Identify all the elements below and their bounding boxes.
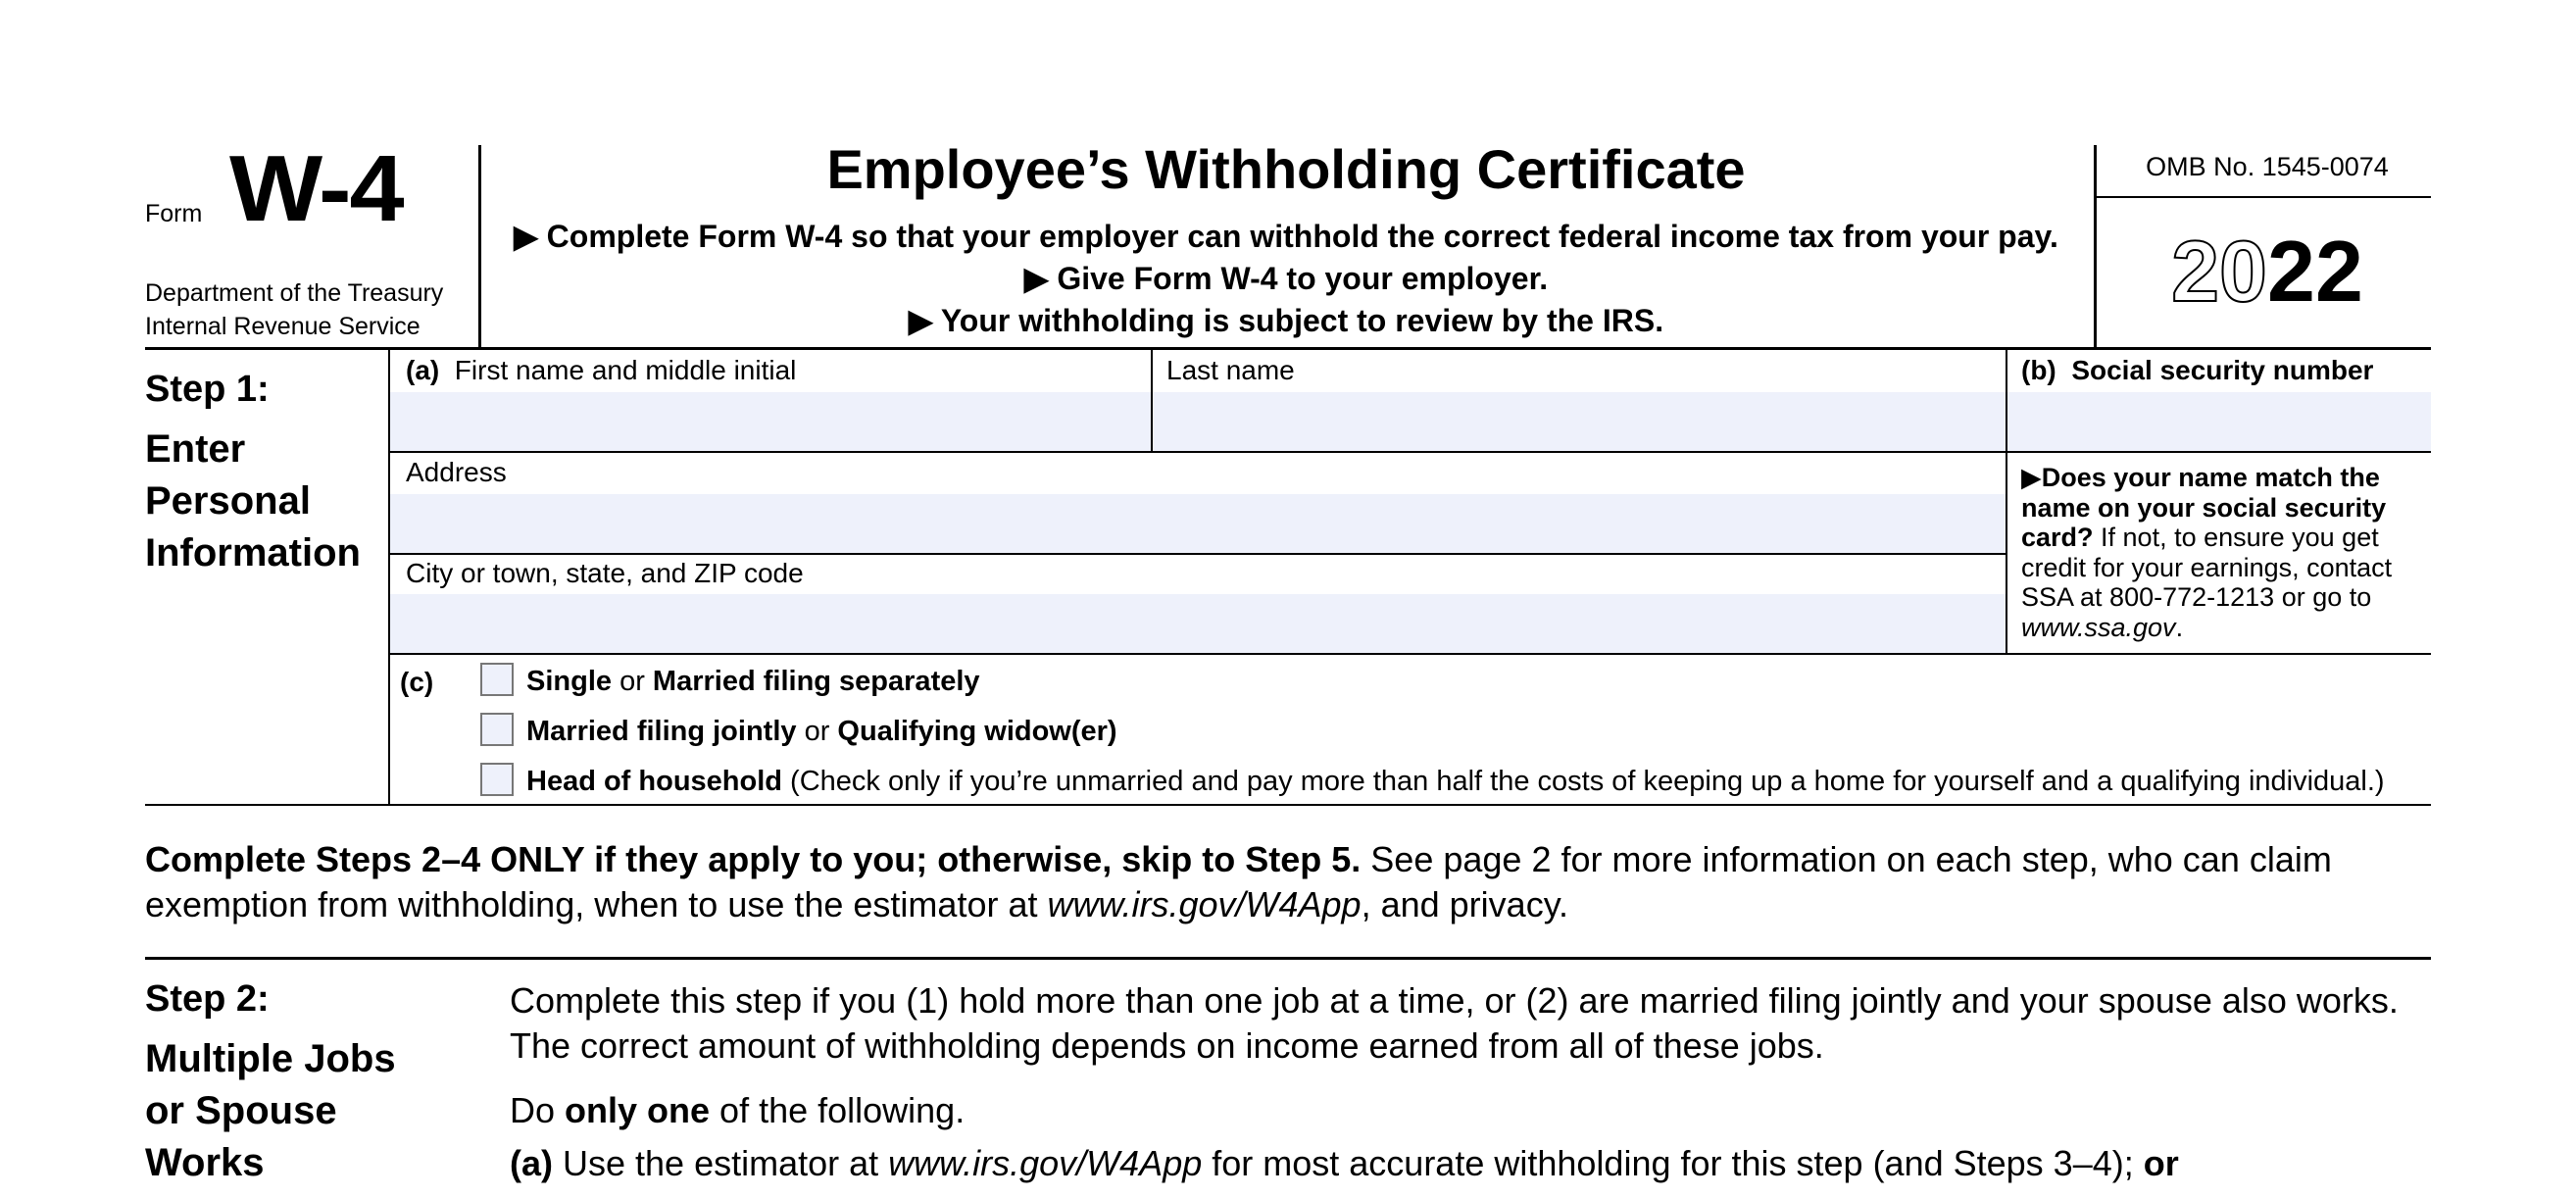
option-bold: Married filing separately [652, 666, 980, 697]
steps-note-end: , and privacy. [1361, 884, 1569, 924]
city-label: City or town, state, and ZIP code [406, 558, 804, 588]
arrow-icon: ▶ [2021, 463, 2042, 492]
step1-bottom-rule [145, 804, 2431, 806]
instruction-text: Give Form W-4 to your employer. [1057, 261, 1549, 296]
step1-subtitle-line: Information [145, 531, 361, 574]
first-name-input[interactable] [390, 392, 1151, 451]
do-pre: Do [510, 1090, 566, 1130]
option-a-or: or [2143, 1143, 2179, 1183]
header-bottom-rule [145, 347, 2431, 350]
ssa-link[interactable]: www.ssa.gov [2021, 612, 2176, 642]
arrow-icon: ▶ [1023, 261, 1049, 296]
step2-do-one [510, 1088, 2441, 1133]
filing-head-checkbox[interactable] [480, 763, 514, 796]
option-bold: Qualifying widow(er) [837, 716, 1117, 747]
row2-rule [390, 553, 2006, 555]
address-input[interactable] [390, 494, 2006, 553]
first-name-label-text: First name and middle initial [454, 355, 797, 385]
arrow-icon: ▶ [908, 303, 933, 338]
instruction-line-3 [482, 302, 2090, 339]
first-name-label [406, 355, 796, 386]
w4app-link[interactable]: www.irs.gov/W4App [1047, 884, 1362, 924]
instruction-text: Complete Form W-4 so that your employer can withhold the correct federal income tax from your pay. [546, 219, 2058, 254]
field-tag-b: (b) [2021, 355, 2056, 385]
last-name-label: Last name [1166, 355, 1295, 385]
instruction-line-2 [482, 260, 2090, 297]
option-or: or [612, 666, 653, 697]
filing-single-label [526, 666, 980, 698]
option-a-tag: (a) [510, 1143, 553, 1183]
city-state-zip-input[interactable] [390, 594, 2006, 653]
option-bold: Single [526, 666, 613, 697]
tax-year [2105, 222, 2429, 322]
form-word: Form [145, 200, 203, 227]
step1-label: Step 1: [145, 369, 270, 410]
address-label: Address [406, 457, 507, 487]
omb-number: OMB No. 1545-0074 [2146, 152, 2389, 181]
filing-head-label [526, 766, 2385, 798]
do-bold: only one [565, 1090, 711, 1130]
option-or: or [796, 716, 838, 747]
do-post: of the following. [710, 1090, 966, 1130]
ssa-note [2021, 463, 2433, 642]
ssa-note-text: If not, to ensure you get credit for your earnings, contact SSA at 800-772-1213 or go to [2021, 523, 2393, 612]
ssa-note-question: Does your name match the name on your social security card? [2021, 463, 2387, 552]
ssn-input[interactable] [2007, 392, 2431, 451]
step2-label: Step 2: [145, 978, 270, 1020]
option-text: (Check only if you’re unmarried and pay more than half the costs of keeping up a home for yourself and a qualifying individual.) [782, 766, 2385, 797]
last-name-input[interactable] [1153, 392, 2006, 451]
omb-divider [2096, 196, 2431, 198]
row3-rule [390, 653, 2431, 655]
w4app-link[interactable]: www.irs.gov/W4App [888, 1143, 1203, 1183]
step2-option-a [510, 1141, 2441, 1186]
filing-joint-label [526, 716, 1117, 748]
step2-subtitle-line: or Spouse [145, 1089, 337, 1132]
department-line: Department of the Treasury [145, 279, 444, 307]
option-bold: Head of household [526, 766, 782, 797]
field-tag-c: (c) [400, 667, 434, 697]
step2-subtitle-line: Multiple Jobs [145, 1037, 396, 1080]
header-right-divider [2094, 145, 2097, 349]
step2-top-rule [145, 957, 2431, 960]
form-title: Employee’s Withholding Certificate [826, 138, 1746, 200]
option-a-post: for most accurate withholding for this step (and Steps 3–4); [1202, 1143, 2144, 1183]
filing-single-checkbox[interactable] [480, 663, 514, 696]
option-bold: Married filing jointly [526, 716, 797, 747]
tax-year-outline: 20 [2171, 223, 2267, 320]
ssn-label [2021, 355, 2373, 386]
step1-subtitle [145, 424, 361, 579]
row1-rule [390, 451, 2431, 453]
ssa-note-end: . [2175, 612, 2184, 642]
agency-line: Internal Revenue Service [145, 313, 421, 340]
step2-subtitle [145, 1033, 396, 1189]
filing-joint-checkbox[interactable] [480, 713, 514, 746]
field-tag-a: (a) [406, 355, 440, 385]
department-block [145, 276, 443, 343]
form-number: W-4 [229, 136, 403, 241]
step2-subtitle-line: Works [145, 1141, 265, 1184]
step2-description: Complete this step if you (1) hold more than one job at a time, or (2) are married filing jointly and your spouse also works. The correct amount of withholding depends on income earned from all of these jobs. [510, 980, 2399, 1066]
step1-subtitle-line: Enter [145, 427, 246, 471]
instruction-line-1 [482, 218, 2090, 255]
steps-note-bold: Complete Steps 2–4 ONLY if they apply to you; otherwise, skip to Step 5. [145, 839, 1362, 879]
header-left-divider [478, 145, 481, 349]
steps-note-text: See page 2 for more information on each step, who can claim exemption from withholding, when to use the estimator at [145, 839, 2332, 924]
steps-note [145, 837, 2439, 927]
ssn-label-text: Social security number [2071, 355, 2374, 385]
option-a-text: Use the estimator at [553, 1143, 889, 1183]
step1-subtitle-line: Personal [145, 479, 311, 523]
tax-year-bold: 22 [2267, 223, 2363, 320]
instruction-text: Your withholding is subject to review by the IRS. [940, 303, 1664, 338]
arrow-icon: ▶ [514, 219, 538, 254]
